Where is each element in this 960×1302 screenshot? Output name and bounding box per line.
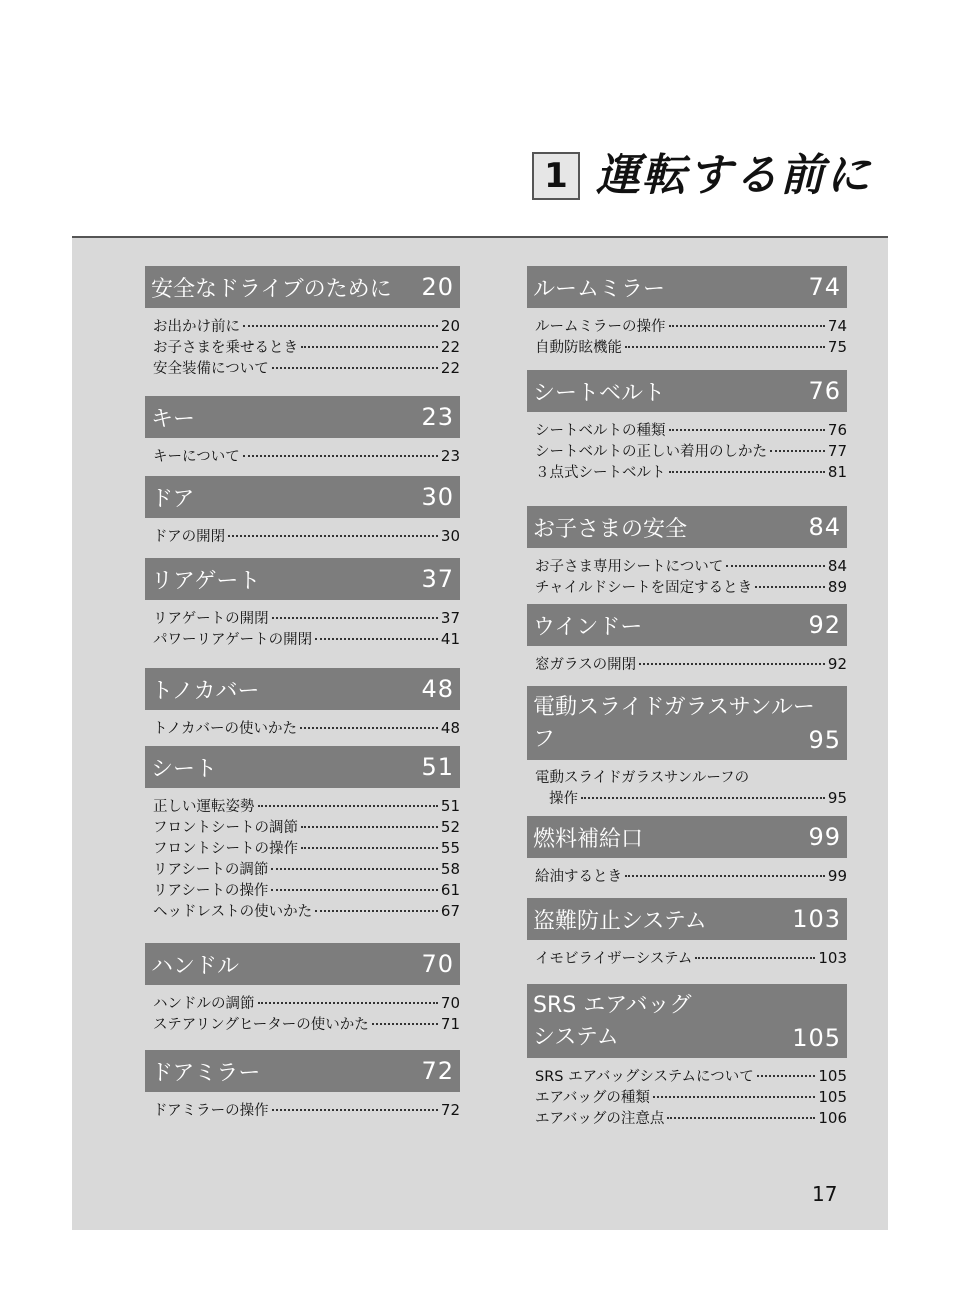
section-header[interactable] bbox=[145, 266, 460, 308]
toc-entry[interactable] bbox=[153, 337, 460, 358]
section-page: 23 bbox=[421, 403, 454, 431]
toc-entry[interactable] bbox=[153, 526, 460, 547]
section-title: 電動スライドガラスサンルー bbox=[533, 695, 815, 720]
toc-entry[interactable] bbox=[153, 358, 460, 379]
entry-page: 76 bbox=[827, 421, 847, 439]
toc-section bbox=[145, 746, 460, 922]
entry-label: お子さま専用シートについて bbox=[535, 559, 724, 575]
entry-label: ３点式シートベルト bbox=[535, 465, 666, 481]
section-page: 99 bbox=[808, 823, 841, 851]
entry-page: 95 bbox=[827, 789, 847, 807]
entry-page: 99 bbox=[827, 867, 847, 885]
leader-dots bbox=[695, 957, 815, 959]
section-page: 84 bbox=[808, 513, 841, 541]
entry-page: 74 bbox=[827, 317, 847, 335]
toc-entry[interactable] bbox=[535, 654, 847, 675]
section-title: システム bbox=[533, 1025, 619, 1050]
entry-label: ステアリングヒーターの使いかた bbox=[153, 1017, 369, 1033]
section-page: 70 bbox=[421, 950, 454, 978]
section-header[interactable] bbox=[527, 370, 847, 412]
section-page: 95 bbox=[808, 726, 841, 754]
section-title: お子さまの安全 bbox=[533, 516, 688, 542]
leader-dots bbox=[301, 847, 438, 849]
toc-section bbox=[145, 943, 460, 1035]
entry-label: 安全装備について bbox=[153, 361, 269, 377]
entry-label: ルームミラーの操作 bbox=[535, 319, 666, 335]
section-header[interactable] bbox=[527, 816, 847, 858]
entry-label: チャイルドシートを固定するとき bbox=[535, 580, 753, 596]
entry-label: フロントシートの操作 bbox=[153, 841, 298, 857]
entry-page: 55 bbox=[440, 839, 460, 857]
section-title: シート bbox=[151, 756, 218, 782]
entry-page: 77 bbox=[827, 442, 847, 460]
entry-page: 37 bbox=[440, 609, 460, 627]
entry-list bbox=[153, 718, 460, 739]
entry-list bbox=[153, 993, 460, 1035]
leader-dots bbox=[669, 325, 825, 327]
toc-section bbox=[527, 604, 847, 675]
leader-dots bbox=[272, 617, 438, 619]
toc-entry[interactable] bbox=[153, 316, 460, 337]
entry-list bbox=[535, 1066, 847, 1129]
toc-entry[interactable] bbox=[153, 629, 460, 650]
toc-section bbox=[527, 816, 847, 887]
leader-dots bbox=[271, 868, 437, 870]
leader-dots bbox=[243, 455, 438, 457]
entry-page: 92 bbox=[827, 655, 847, 673]
entry-label: リアシートの操作 bbox=[153, 883, 269, 899]
entry-label: ドアミラーの操作 bbox=[153, 1103, 269, 1119]
entry-label: キーについて bbox=[153, 449, 240, 465]
toc-section bbox=[145, 1050, 460, 1121]
section-title: トノカバー bbox=[151, 678, 260, 704]
leader-dots bbox=[770, 450, 825, 452]
toc-section bbox=[145, 558, 460, 650]
leader-dots bbox=[301, 826, 438, 828]
entry-page: 61 bbox=[440, 881, 460, 899]
entry-list bbox=[535, 420, 847, 483]
entry-label: フロントシートの調節 bbox=[153, 820, 298, 836]
entry-page: 81 bbox=[827, 463, 847, 481]
entry-label: SRS エアバッグシステムについて bbox=[535, 1069, 754, 1085]
section-page: 51 bbox=[421, 753, 454, 781]
entry-label: エアバッグの種類 bbox=[535, 1090, 650, 1106]
toc-section bbox=[527, 266, 847, 358]
toc-entry[interactable] bbox=[153, 1014, 460, 1035]
entry-page: 105 bbox=[818, 1088, 847, 1106]
entry-list bbox=[535, 654, 847, 675]
entry-page: 41 bbox=[440, 630, 460, 648]
entry-label: パワーリアゲートの開閉 bbox=[153, 632, 313, 648]
toc-entry[interactable] bbox=[535, 1087, 847, 1108]
entry-label: ヘッドレストの使いかた bbox=[153, 904, 313, 920]
entry-list bbox=[535, 866, 847, 887]
entry-label: 電動スライドガラスサンルーフの bbox=[535, 770, 750, 786]
toc-section bbox=[527, 984, 847, 1129]
entry-page: 103 bbox=[818, 949, 847, 967]
leader-dots bbox=[755, 586, 825, 588]
leader-dots bbox=[243, 325, 438, 327]
toc-section bbox=[145, 266, 460, 379]
section-title: フ bbox=[533, 727, 556, 752]
section-title: ドア bbox=[151, 486, 195, 512]
toc-entry[interactable] bbox=[153, 608, 460, 629]
toc-entry[interactable] bbox=[535, 866, 847, 887]
chapter-heading bbox=[532, 152, 872, 200]
section-header[interactable] bbox=[527, 266, 847, 308]
entry-list bbox=[535, 316, 847, 358]
leader-dots bbox=[258, 1002, 438, 1004]
section-page: 76 bbox=[808, 377, 841, 405]
toc-entry[interactable] bbox=[153, 859, 460, 880]
toc-entry[interactable] bbox=[535, 1066, 847, 1087]
toc-entry[interactable] bbox=[535, 948, 847, 969]
section-header[interactable] bbox=[145, 476, 460, 518]
section-title: SRS エアバッグ bbox=[533, 993, 692, 1018]
entry-label: エアバッグの注意点 bbox=[535, 1111, 665, 1127]
section-title: リアゲート bbox=[151, 568, 261, 594]
entry-page: 84 bbox=[827, 557, 847, 575]
toc-entry[interactable] bbox=[153, 718, 460, 739]
section-header[interactable] bbox=[145, 943, 460, 985]
entry-list bbox=[153, 1100, 460, 1121]
toc-entry[interactable] bbox=[153, 817, 460, 838]
leader-dots bbox=[669, 471, 825, 473]
entry-list bbox=[153, 316, 460, 379]
section-page: 105 bbox=[792, 1024, 841, 1052]
entry-label: リアゲートの開閉 bbox=[153, 611, 269, 627]
section-page: 37 bbox=[421, 565, 454, 593]
leader-dots bbox=[300, 727, 438, 729]
entry-page: 89 bbox=[827, 578, 847, 596]
section-title: ウインドー bbox=[533, 614, 643, 640]
toc-entry[interactable] bbox=[535, 420, 847, 441]
toc-panel bbox=[72, 236, 888, 1230]
entry-page: 51 bbox=[440, 797, 460, 815]
entry-page: 20 bbox=[440, 317, 460, 335]
toc-section bbox=[527, 898, 847, 969]
toc-section bbox=[145, 396, 460, 467]
entry-label: シートベルトの種類 bbox=[535, 423, 666, 439]
toc-entry[interactable] bbox=[535, 462, 847, 483]
entry-page: 71 bbox=[440, 1015, 460, 1033]
chapter-title: 運転する前に bbox=[596, 150, 872, 201]
entry-label: 操作 bbox=[549, 791, 578, 807]
section-title: ルームミラー bbox=[533, 276, 666, 302]
entry-label: イモビライザーシステム bbox=[535, 951, 693, 967]
toc-entry[interactable] bbox=[153, 880, 460, 901]
toc-entry[interactable] bbox=[535, 556, 847, 577]
section-header[interactable] bbox=[527, 984, 847, 1058]
section-header[interactable] bbox=[527, 898, 847, 940]
page-number: 17 bbox=[812, 1182, 838, 1206]
section-title: 盗難防止システム bbox=[533, 908, 707, 934]
entry-label: 窓ガラスの開閉 bbox=[535, 657, 637, 673]
section-header[interactable] bbox=[145, 1050, 460, 1092]
entry-label: お出かけ前に bbox=[153, 319, 240, 335]
leader-dots bbox=[228, 535, 438, 537]
section-title: ハンドル bbox=[151, 953, 240, 979]
entry-page: 75 bbox=[827, 338, 847, 356]
entry-page: 105 bbox=[818, 1067, 847, 1085]
toc-entry[interactable] bbox=[153, 901, 460, 922]
entry-page: 58 bbox=[440, 860, 460, 878]
entry-list bbox=[153, 446, 460, 467]
chapter-number: 1 bbox=[532, 152, 580, 200]
section-header[interactable] bbox=[145, 396, 460, 438]
leader-dots bbox=[315, 910, 438, 912]
section-title: シートベルト bbox=[533, 380, 666, 406]
entry-label: お子さまを乗せるとき bbox=[153, 340, 298, 356]
toc-section bbox=[145, 476, 460, 547]
toc-entry[interactable] bbox=[535, 1108, 847, 1129]
toc-entry[interactable] bbox=[153, 838, 460, 859]
toc-section bbox=[527, 370, 847, 483]
section-header[interactable] bbox=[145, 746, 460, 788]
entry-label: ドアの開閉 bbox=[153, 529, 226, 545]
entry-page: 30 bbox=[440, 527, 460, 545]
section-page: 103 bbox=[792, 905, 841, 933]
toc-section bbox=[527, 506, 847, 598]
section-page: 30 bbox=[421, 483, 454, 511]
entry-list bbox=[153, 608, 460, 650]
leader-dots bbox=[272, 1109, 438, 1111]
entry-page: 22 bbox=[440, 359, 460, 377]
leader-dots bbox=[271, 889, 437, 891]
leader-dots bbox=[667, 1117, 815, 1119]
section-page: 20 bbox=[421, 273, 454, 301]
toc-entry[interactable] bbox=[535, 316, 847, 337]
leader-dots bbox=[581, 797, 825, 799]
entry-list bbox=[535, 948, 847, 969]
toc-entry[interactable] bbox=[535, 337, 847, 358]
leader-dots bbox=[625, 346, 825, 348]
entry-label: シートベルトの正しい着用のしかた bbox=[535, 444, 767, 460]
leader-dots bbox=[258, 805, 438, 807]
section-page: 92 bbox=[808, 611, 841, 639]
entry-label: リアシートの調節 bbox=[153, 862, 269, 878]
entry-page: 106 bbox=[818, 1109, 847, 1127]
entry-page: 72 bbox=[440, 1101, 460, 1119]
entry-label: 自動防眩機能 bbox=[535, 340, 622, 356]
leader-dots bbox=[372, 1023, 438, 1025]
entry-list bbox=[535, 556, 847, 598]
entry-list bbox=[535, 768, 847, 809]
entry-page: 67 bbox=[440, 902, 460, 920]
leader-dots bbox=[726, 565, 825, 567]
entry-page: 52 bbox=[440, 818, 460, 836]
toc-section bbox=[527, 686, 847, 809]
section-title: 安全なドライブのために bbox=[151, 276, 392, 302]
toc-entry[interactable] bbox=[153, 796, 460, 817]
entry-label: ハンドルの調節 bbox=[153, 996, 255, 1012]
section-header[interactable] bbox=[145, 558, 460, 600]
toc-section bbox=[145, 668, 460, 739]
section-page: 72 bbox=[421, 1057, 454, 1085]
entry-page: 48 bbox=[440, 719, 460, 737]
toc-entry[interactable] bbox=[535, 577, 847, 598]
leader-dots bbox=[315, 638, 438, 640]
section-header[interactable] bbox=[527, 686, 847, 760]
section-page: 74 bbox=[808, 273, 841, 301]
toc-entry[interactable] bbox=[153, 993, 460, 1014]
entry-label: トノカバーの使いかた bbox=[153, 721, 297, 737]
leader-dots bbox=[625, 875, 825, 877]
section-header[interactable] bbox=[527, 604, 847, 646]
entry-page: 22 bbox=[440, 338, 460, 356]
entry-label: 正しい運転姿勢 bbox=[153, 799, 255, 815]
section-title: キー bbox=[151, 406, 196, 432]
section-header[interactable] bbox=[145, 668, 460, 710]
entry-page: 70 bbox=[440, 994, 460, 1012]
toc-entry[interactable] bbox=[153, 1100, 460, 1121]
leader-dots bbox=[272, 367, 438, 369]
section-title: ドアミラー bbox=[151, 1060, 261, 1086]
section-title: 燃料補給口 bbox=[533, 826, 644, 852]
section-page: 48 bbox=[421, 675, 454, 703]
leader-dots bbox=[653, 1096, 816, 1098]
entry-label: 給油するとき bbox=[535, 869, 622, 885]
entry-list bbox=[153, 796, 460, 922]
entry-list bbox=[153, 526, 460, 547]
leader-dots bbox=[669, 429, 825, 431]
leader-dots bbox=[757, 1075, 816, 1077]
toc-entry[interactable] bbox=[535, 441, 847, 462]
leader-dots bbox=[301, 346, 438, 348]
toc-entry[interactable] bbox=[535, 768, 847, 809]
entry-page: 23 bbox=[440, 447, 460, 465]
leader-dots bbox=[639, 663, 825, 665]
toc-entry[interactable] bbox=[153, 446, 460, 467]
section-header[interactable] bbox=[527, 506, 847, 548]
